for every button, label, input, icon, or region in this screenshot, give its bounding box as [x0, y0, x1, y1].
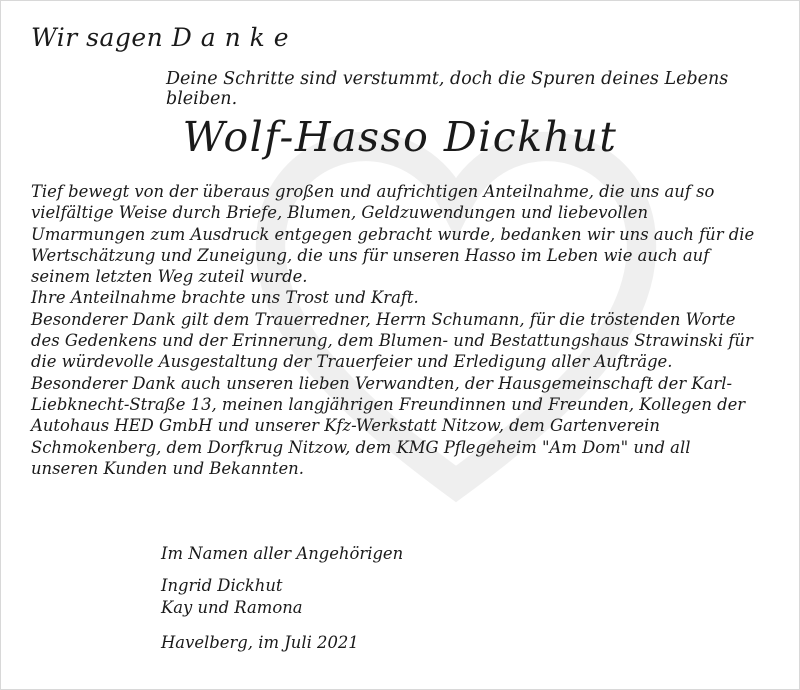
text-line: unseren Kunden und Bekannten. — [31, 458, 304, 478]
notice-heading: Wir sagen D a n k e — [31, 23, 290, 52]
text-line: Besonderer Dank auch unseren lieben Verwandten, der Hausgemeinschaft der Karl- — [31, 373, 733, 393]
text-line: Tief bewegt von der überaus großen und aufrichtigen Anteilnahme, die uns auf so — [31, 182, 715, 201]
deceased-name: Wolf-Hasso Dickhut — [182, 113, 618, 161]
signature-block — [161, 543, 403, 653]
signatory-name: Kay und Ramona — [161, 597, 303, 617]
text-line: vielfältige Weise durch Briefe, Blumen, Geldzuwendungen und liebevollen — [31, 203, 649, 223]
text-line: Schmokenberg, dem Dorfkrug Nitzow, dem KMG Pflegeheim "Am Dom" und all — [31, 437, 691, 457]
text-line: Umarmungen zum Ausdruck entgegen gebracht wurde, bedanken wir uns auch für die — [31, 224, 755, 244]
text-line: seinem letzten Weg zuteil wurde. — [31, 267, 308, 287]
text-line: die würdevolle Ausgestaltung der Trauerfeier und Erledigung aller Aufträge. — [31, 352, 673, 372]
text-line: Ihre Anteilnahme brachte uns Trost und Kraft. — [31, 288, 419, 308]
text-line: Liebknecht-Straße 13, meinen langjährigen Freundinnen und Freunden, Kollegen der — [31, 394, 746, 414]
place-date: Havelberg, im Juli 2021 — [161, 632, 359, 652]
text-line: des Gedenkens und der Erinnerung, dem Blumen- und Bestattungshaus Strawinski für — [31, 331, 753, 351]
text-line: Autohaus HED GmbH und unserer Kfz-Werkstatt Nitzow, dem Gartenverein — [31, 416, 660, 436]
text-line: Wertschätzung und Zuneigung, die uns für unseren Hasso im Leben wie auch auf — [31, 245, 710, 265]
signature-intro: Im Namen aller Angehörigen — [161, 544, 404, 563]
memorial-motto: Deine Schritte sind verstummt, doch die Spuren deines Lebens bleiben. — [166, 69, 729, 109]
thank-you-text — [31, 181, 783, 479]
signatory-name: Ingrid Dickhut — [161, 576, 283, 596]
text-line: Besonderer Dank gilt dem Trauerredner, Herrn Schumann, für die tröstenden Worte — [31, 309, 736, 329]
